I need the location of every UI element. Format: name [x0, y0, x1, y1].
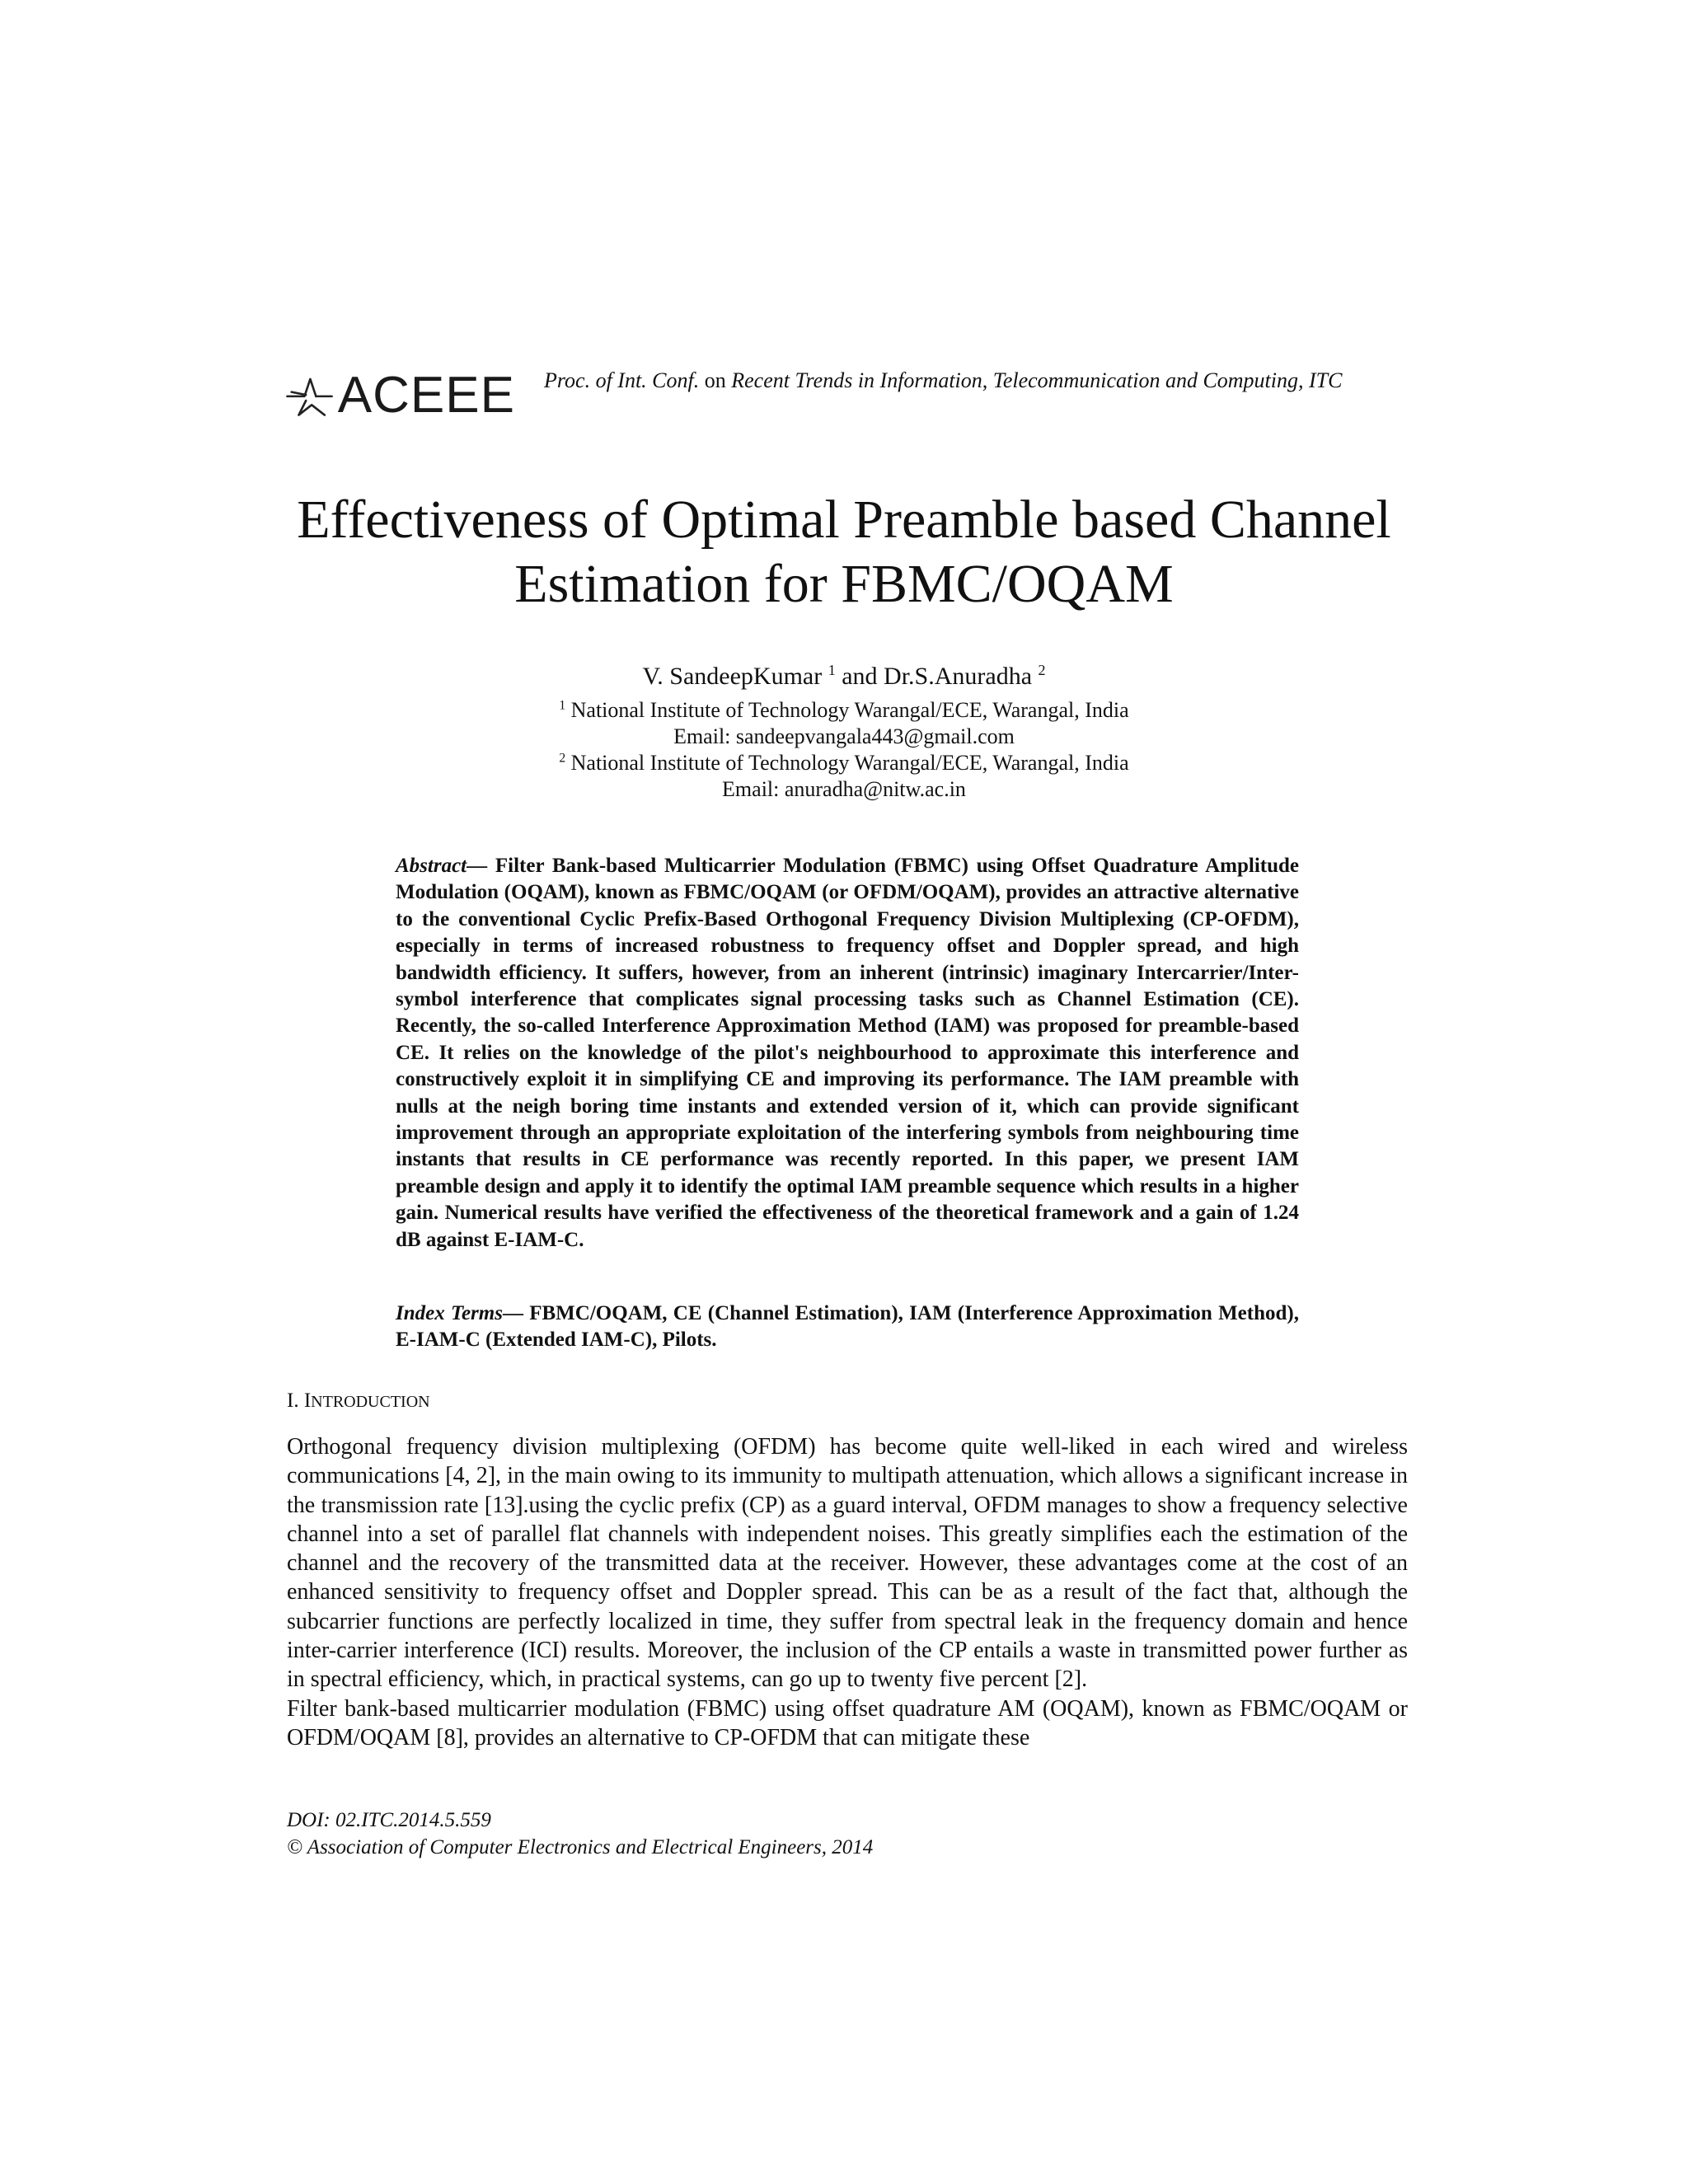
- paragraph-1: Orthogonal frequency division multiplexing (OFDM) has become quite well-liked in each wired and wireless communications [4, 2], in the main owing to its immunity to multipath attenuation, which allows a significant increase in the transmission rate [13].using the cyclic prefix (CP) as a guard interval, OFDM manages to show a frequency selective channel into a set of parallel flat channels with independent noises. This greatly simplifies each the estimation of the channel and the recovery of the transmitted data at the receiver. However, these advantages come at the cost of an enhanced sensitivity to frequency offset and Doppler spread. This can be as a result of the fact that, although the subcarrier functions are perfectly localized in time, they suffer from spectral leak in the frequency domain and hence inter-carrier interference (ICI) results. Moreover, the inclusion of the CP entails a waste in transmitted power further as in spectral efficiency, which, in practical systems, can go up to twenty five percent [2].: [287, 1434, 1408, 1693]
- authors: [0, 662, 1688, 691]
- proceedings-header: [544, 368, 1342, 393]
- email-2: Email: anuradha@nitw.ac.in: [722, 777, 966, 801]
- affil-2-sup: 2: [559, 751, 566, 766]
- abstract-text: Filter Bank-based Multicarrier Modulation (FBMC) using Offset Quadrature Amplitude Modulation (OQAM), known as FBMC/OQAM (or OFDM/OQAM), provides an attractive alternative to the conventional Cyclic Prefix-Based Orthogonal Frequency Division Multiplexing (CP-OFDM), especially in terms of increased robustness to frequency offset and Doppler spread, and high bandwidth efficiency. It suffers, however, from an inherent (intrinsic) imaginary Intercarrier/Inter-symbol interference that complicates signal processing tasks such as Channel Estimation (CE). Recently, the so-called Interference Approximation Method (IAM) was proposed for preamble-based CE. It relies on the knowledge of the pilot's neighbourhood to approximate this interference and constructively exploit it in simplifying CE and improving its performance. The IAM preamble with nulls at the neigh boring time instants and extended version of it, which can provide significant improvement through an appropriate exploitation of the interfering symbols from neighbouring time instants that results in CE performance was recently reported. In this paper, we present IAM preamble design and apply it to identify the optimal IAM preamble sequence which results in a higher gain. Numerical results have verified the effectiveness of the theoretical framework and a gain of 1.24 dB against E-IAM-C.: [396, 855, 1299, 1251]
- index-terms-label: Index Terms: [396, 1302, 503, 1324]
- index-terms-dash: —: [502, 1302, 530, 1324]
- body-text: [287, 1432, 1408, 1752]
- affiliation-2: [0, 750, 1688, 776]
- affiliation-1: [0, 697, 1688, 724]
- author-1-sup: 1: [828, 662, 836, 678]
- logo-text: ACEEE: [337, 367, 515, 424]
- section-title: NTRODUCTION: [311, 1393, 430, 1411]
- index-terms-text: FBMC/OQAM, CE (Channel Estimation), IAM (Interference Approximation Method), E-IAM-C (Extended IAM-C), Pilots.: [396, 1302, 1299, 1352]
- footer: [287, 1807, 873, 1861]
- abstract-label: Abstract: [396, 855, 467, 877]
- star-logo-icon: [284, 367, 336, 424]
- author-2-sup: 2: [1038, 662, 1046, 678]
- email-1: Email: sandeepvangala443@gmail.com: [673, 724, 1015, 748]
- affil-1-text: National Institute of Technology Warangal/ECE, Warangal, India: [570, 698, 1129, 722]
- affil-1-sup: 1: [559, 698, 566, 713]
- section-number: I. I: [287, 1390, 312, 1412]
- title-line-2: Estimation for FBMC/OQAM: [514, 554, 1174, 614]
- doi: DOI: 02.ITC.2014.5.559: [287, 1809, 491, 1831]
- copyright: © Association of Computer Electronics and Electrical Engineers, 2014: [287, 1836, 874, 1858]
- author-1: V. SandeepKumar: [642, 663, 823, 690]
- abstract: [396, 853, 1299, 1254]
- proc-prefix: Proc. of Int. Conf.: [544, 368, 700, 392]
- paper-title: [0, 488, 1688, 616]
- section-heading: [287, 1390, 430, 1413]
- author-and: and Dr.S.Anuradha: [842, 663, 1033, 690]
- abstract-dash: —: [467, 855, 495, 877]
- affil-2-text: National Institute of Technology Warangal/ECE, Warangal, India: [570, 751, 1129, 775]
- index-terms: [396, 1301, 1299, 1354]
- aceee-logo: [284, 367, 515, 424]
- paragraph-2: Filter bank-based multicarrier modulation (FBMC) using offset quadrature AM (OQAM), known as FBMC/OQAM or OFDM/OQAM [8], provides an alternative to CP-OFDM that can mitigate these: [287, 1695, 1408, 1750]
- proc-on: on: [704, 368, 726, 392]
- title-line-1: Effectiveness of Optimal Preamble based Channel: [297, 490, 1391, 550]
- proc-title: Recent Trends in Information, Telecommunication and Computing, ITC: [731, 368, 1343, 392]
